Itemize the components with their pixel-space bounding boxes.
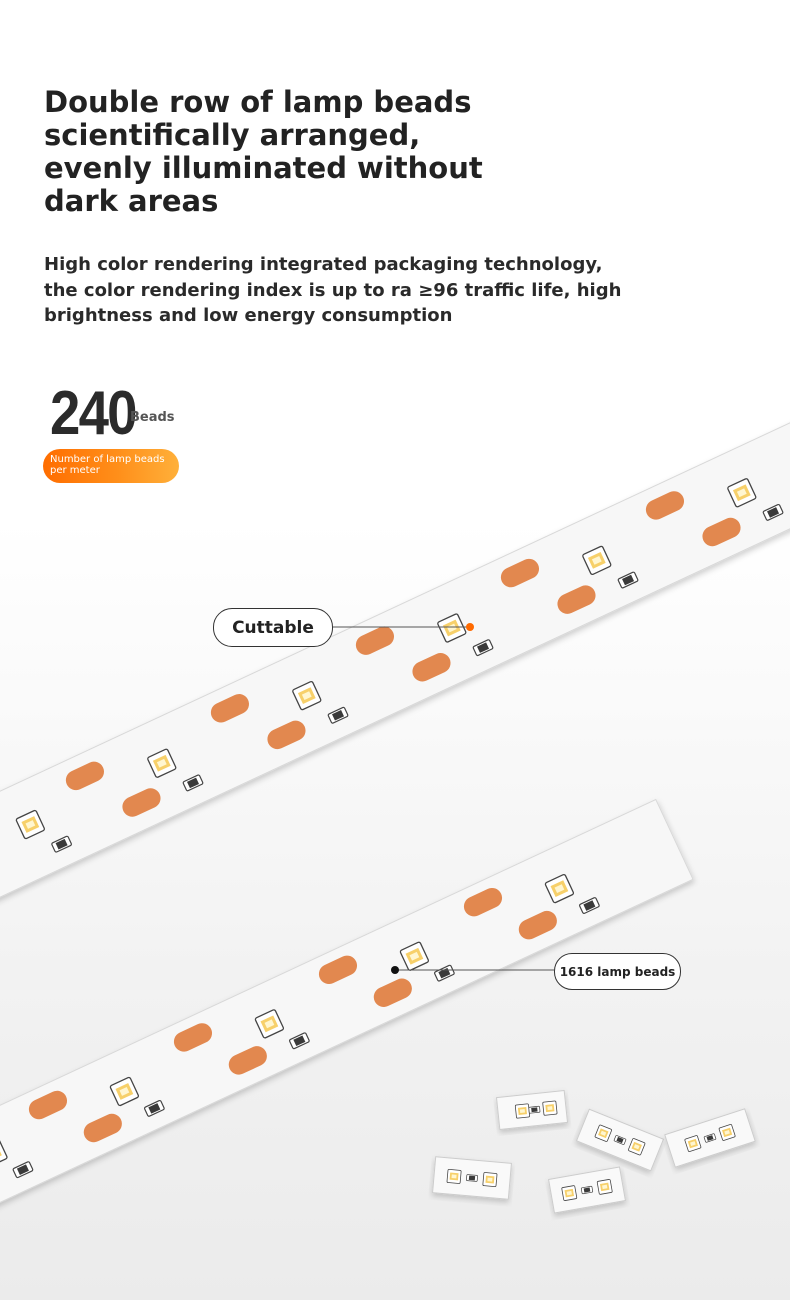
bead-count-label: Number of lamp beads per meter xyxy=(43,449,179,483)
subheadline: High color rendering integrated packaging technology, the color rendering index is up to ra ≥96 traffic life, high brightness and low energy consumption xyxy=(44,254,622,326)
cut-strip-pieces xyxy=(433,1091,756,1213)
cuttable-callout: Cuttable xyxy=(213,608,333,647)
bead-count-unit: Beads xyxy=(130,410,175,425)
lamp-beads-callout: 1616 lamp beads xyxy=(554,953,681,990)
headline: Double row of lamp beads scientifically arranged, evenly illuminated without dark areas xyxy=(44,85,483,218)
bead-count-value: 240 xyxy=(50,379,136,448)
